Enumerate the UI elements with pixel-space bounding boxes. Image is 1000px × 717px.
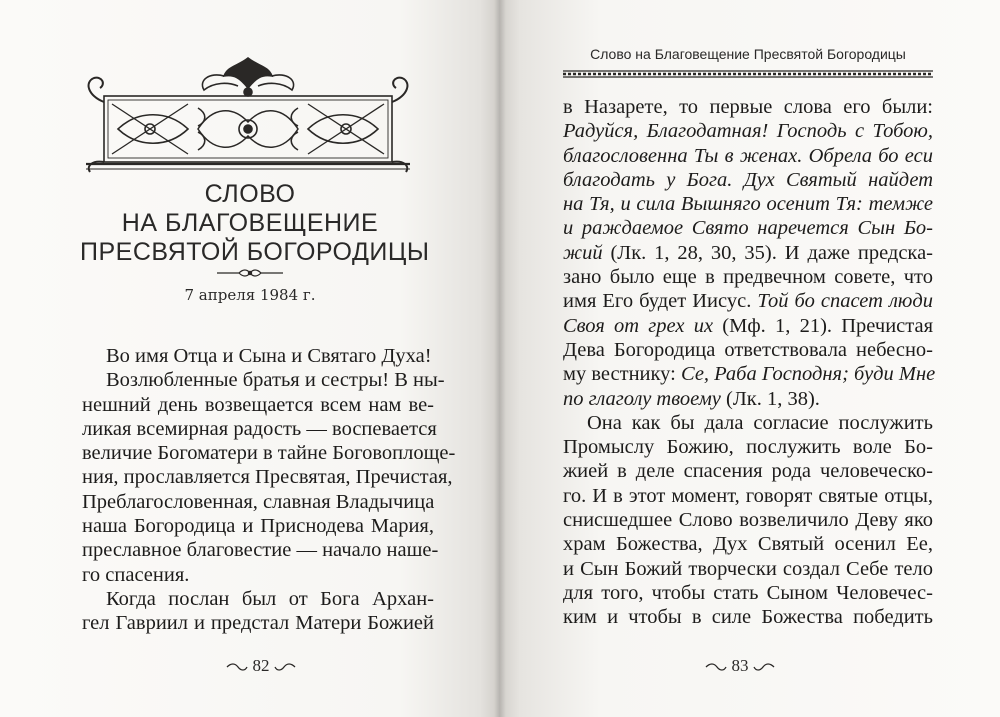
text-line: величие Богоматери в тайне Боговоплоще- [82,442,456,465]
right-body-text [563,95,936,630]
scripture-quote: Се, Раба Господня; буди Мне [681,363,936,386]
scripture-quote: жий [563,241,603,264]
text-line: нешний день возвещается всем нам ве- [82,393,434,416]
reference-text: (Лк. 1, 28, 30, 35). И даже предска- [602,241,933,264]
running-head: Слово на Благовещение Пресвятой Богородицы [590,46,906,62]
text-line: храм Божества, Дух Святый осенил Ее, [563,533,933,556]
text-line: Промыслу Божию, послужить воле Бо- [563,436,933,459]
text-line [563,289,933,313]
page-number-flourish-icon [274,663,296,671]
plain-text: му вестнику: [563,363,681,386]
left-body-text [82,344,456,636]
text-line: ликая всемирная радость — воспевается [82,417,437,440]
book-gutter [494,0,506,717]
page-number-value: 83 [731,656,749,675]
scripture-quote: Радуйся, Благодатная! Господь с Тобою, [563,120,933,143]
text-line: го спасения. [82,563,190,586]
scripture-quote: Своя от грех их [563,314,714,337]
text-line: наша Богородица и Приснодева Мария, [82,515,434,538]
text-line: зано было еще в предвечном совете, что [563,266,933,289]
text-line [563,192,933,216]
text-line [563,144,933,168]
page-number-flourish-icon [226,663,248,671]
text-line: ния, прославляется Пресвятая, Пречистая, [82,466,453,489]
title-line: ПРЕСВЯТОЙ БОГОРОДИЦЫ [80,238,430,266]
text-line [563,216,933,240]
text-line: Дева Богородица ответствовала небесно- [563,338,933,361]
text-line: для того, чтобы стать Сыном Человечес- [563,581,933,604]
text-line [563,119,933,143]
page-number-flourish-icon [753,663,775,671]
decorative-divider-icon [215,268,285,278]
text-line: снисшедшее Слово возвеличило Деву яко [563,509,933,532]
text-line: го. И в этот момент, говорят святые отцы, [563,484,933,507]
page-number-left [201,656,321,676]
scripture-quote: по глаголу твоему [563,387,721,410]
floral-headpiece-ornament-icon [78,52,418,180]
reference-text: (Мф. 1, 21). Пречистая [713,314,933,337]
text-line: Когда послан был от Бога Архан- [106,587,434,610]
text-line: жией в деле спасения рода человеческо- [563,460,933,483]
reference-text: (Лк. 1, 38). [720,387,820,410]
sermon-date: 7 апреля 1984 г. [184,286,316,304]
text-line: преславное благовестие — начало наше- [82,539,439,562]
text-line: Она как бы дала согласие послужить [587,411,933,434]
scripture-quote: и раждаемое Свято наречется Сын Бо- [563,217,933,240]
text-line: Во имя Отца и Сына и Святаго Духа! [106,345,432,367]
text-line [563,241,933,265]
text-line: ким и чтобы в силе Божества победить [563,606,933,629]
text-line: и Сын Божий творчески создал Себе тело [563,557,933,580]
text-line [563,362,936,386]
header-rule-ornament-icon [563,70,933,78]
text-line: Возлюбленные братья и сестры! В ны- [106,369,445,392]
page-number-flourish-icon [705,663,727,671]
scripture-quote: благословенна Ты в женах. Обрела бо еси [563,144,933,167]
page-number-right [680,656,800,676]
title-line: СЛОВО [204,180,296,208]
text-line: Преблагословенная, славная Владычица [82,490,435,513]
text-line: гел Гавриил и предстал Матери Божией [82,612,434,635]
text-line [563,168,933,192]
scripture-quote: благодать у Бога. Дух Святый найдет [563,168,933,191]
title-line: НА БЛАГОВЕЩЕНИЕ [121,209,379,237]
text-line [563,387,933,411]
scripture-quote: на Тя, и сила Вышняго осенит Тя: темже [563,193,933,216]
text-line: в Назарете, то первые слова его были: [563,96,933,118]
page-number-value: 82 [252,656,270,675]
chapter-title [80,180,430,267]
scripture-quote: Той бо спасет люди [757,290,933,313]
text-line [563,314,933,338]
plain-text: имя Его будет Иисус. [563,290,758,313]
